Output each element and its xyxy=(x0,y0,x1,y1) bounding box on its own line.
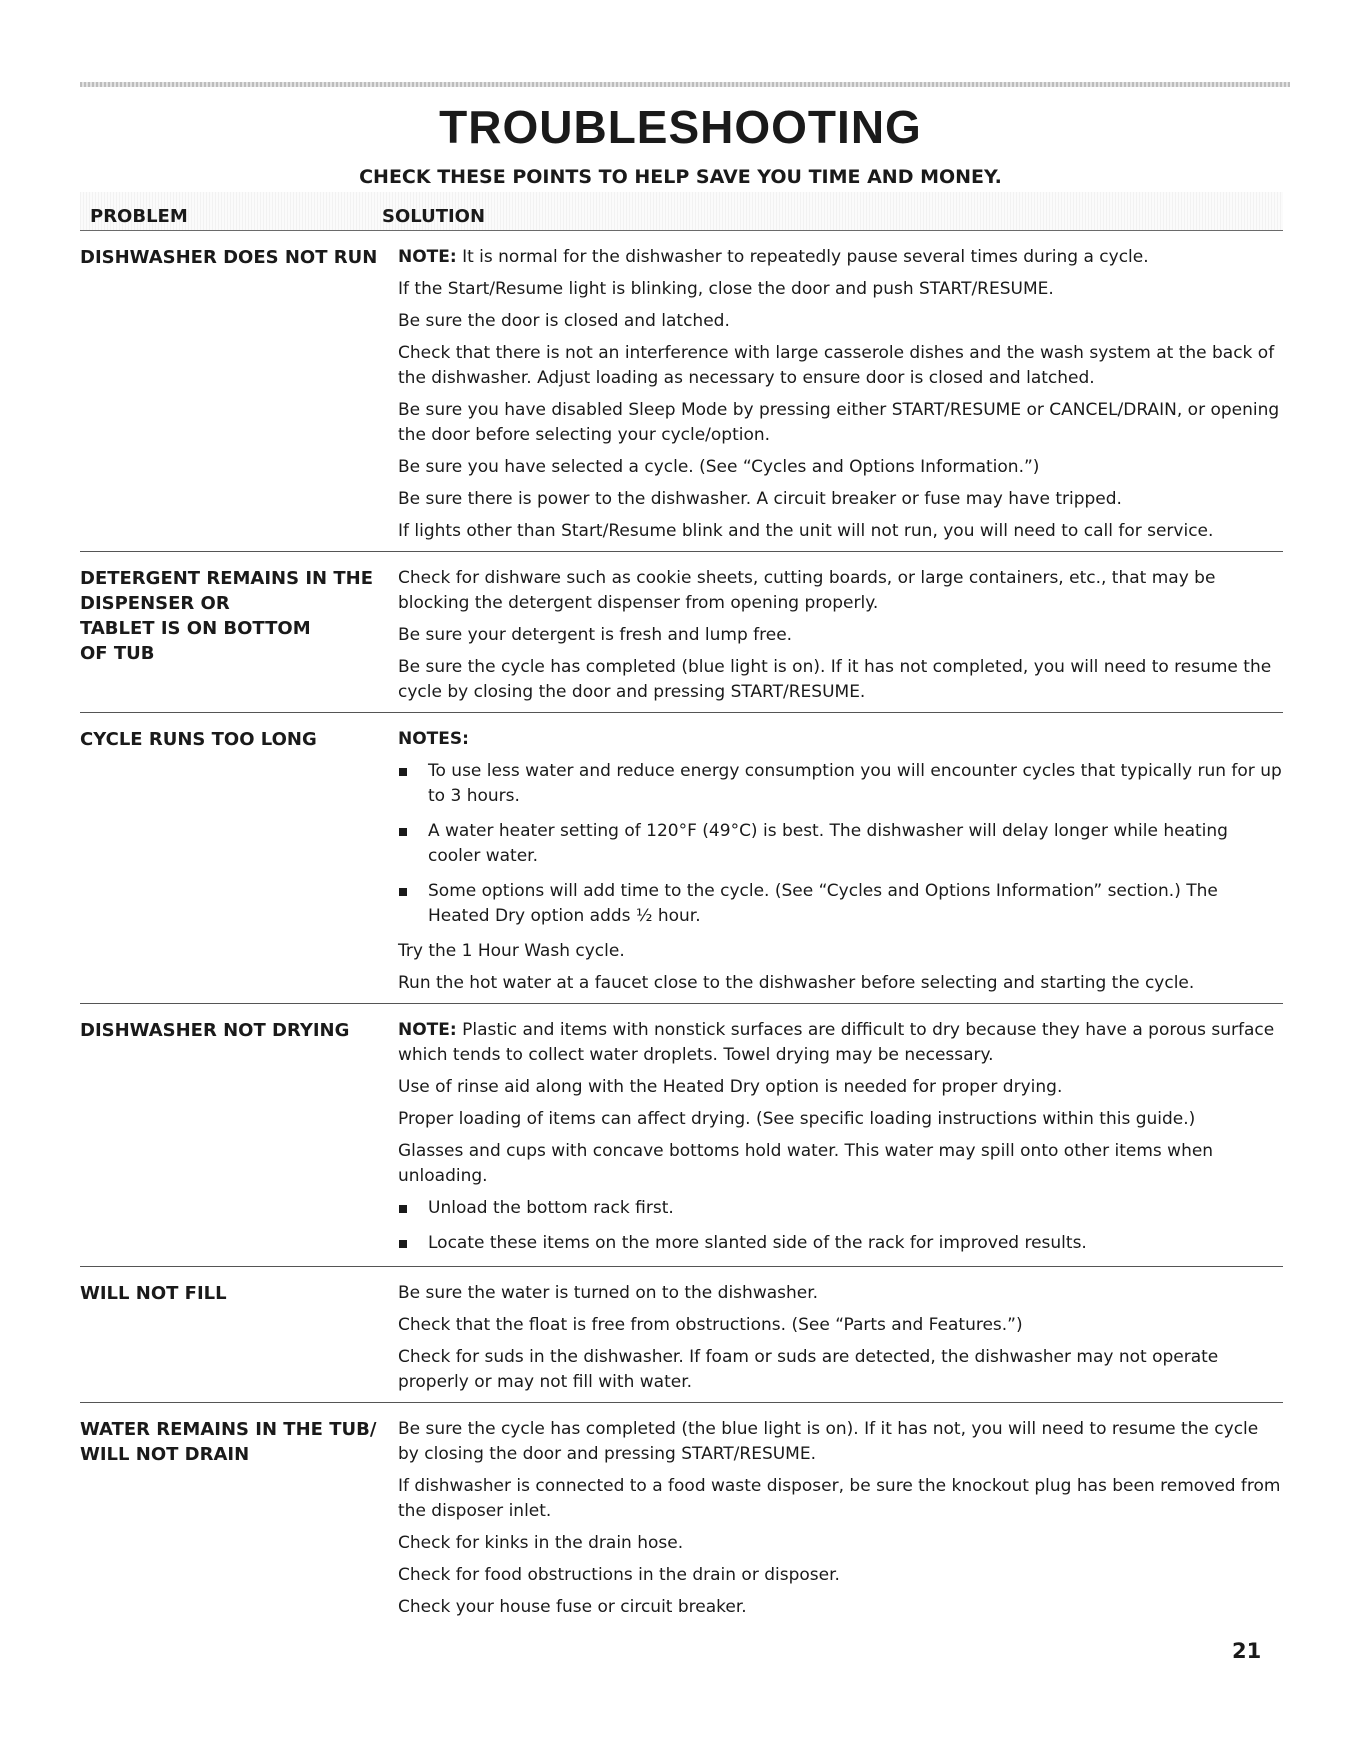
solution-text: Run the hot water at a faucet close to the dishwasher before selecting and starting the cycle. xyxy=(398,973,1195,993)
table-row xyxy=(80,713,1283,1004)
note-label: NOTE: xyxy=(398,247,457,267)
solution-paragraph xyxy=(398,487,1283,512)
solution-text: Glasses and cups with concave bottoms hold water. This water may spill onto other items when unloading. xyxy=(398,1141,1214,1186)
solution-paragraph xyxy=(398,455,1283,480)
solution-paragraph xyxy=(398,341,1283,391)
problem-cell xyxy=(80,231,398,551)
solution-text: Be sure your detergent is fresh and lump free. xyxy=(398,625,793,645)
bullet-text: Some options will add time to the cycle. (See “Cycles and Options Information” section.) The Heated Dry option adds ½ hour. xyxy=(428,881,1218,926)
bullet-item xyxy=(398,759,1283,809)
solution-text: Check for kinks in the drain hose. xyxy=(398,1533,684,1553)
solution-text: Try the 1 Hour Wash cycle. xyxy=(398,941,625,961)
table-row xyxy=(80,1267,1283,1403)
solution-paragraph xyxy=(398,309,1283,334)
problem-column-header: PROBLEM xyxy=(90,206,188,227)
solution-paragraph xyxy=(398,1313,1283,1338)
solution-cell xyxy=(398,1267,1283,1402)
bullet-item xyxy=(398,1231,1283,1256)
solution-paragraph xyxy=(398,1531,1283,1556)
problem-label: DISPENSER OR xyxy=(80,593,230,614)
table-row xyxy=(80,1403,1283,1627)
problem-label: DISHWASHER DOES NOT RUN xyxy=(80,247,378,268)
solution-text: Check your house fuse or circuit breaker. xyxy=(398,1597,747,1617)
solution-text: Check for dishware such as cookie sheets, cutting boards, or large containers, etc., that may be blocking the detergent dispenser from opening properly. xyxy=(398,568,1216,613)
solution-text: Check that the float is free from obstructions. (See “Parts and Features.”) xyxy=(398,1315,1023,1335)
solution-paragraph xyxy=(398,1417,1283,1467)
solution-text: Be sure you have disabled Sleep Mode by pressing either START/RESUME or CANCEL/DRAIN, or opening the door before selecting your cycle/option. xyxy=(398,400,1280,445)
page-number: 21 xyxy=(1232,1639,1262,1663)
solution-cell xyxy=(398,1004,1283,1266)
solution-paragraph xyxy=(398,939,1283,964)
solution-paragraph xyxy=(398,1281,1283,1306)
problem-cell xyxy=(80,1403,398,1627)
solution-paragraph xyxy=(398,1139,1283,1189)
solution-column-header: SOLUTION xyxy=(382,206,486,227)
problem-label: DISHWASHER NOT DRYING xyxy=(80,1020,350,1041)
problem-label: WILL NOT FILL xyxy=(80,1283,227,1304)
problem-cell xyxy=(80,1004,398,1266)
solution-cell xyxy=(398,552,1283,712)
solution-paragraph xyxy=(398,1345,1283,1395)
solution-text: Use of rinse aid along with the Heated Dry option is needed for proper drying. xyxy=(398,1077,1063,1097)
solution-paragraph xyxy=(398,1075,1283,1100)
solution-cell xyxy=(398,231,1283,551)
solution-paragraph xyxy=(398,277,1283,302)
solution-text: Be sure there is power to the dishwasher. A circuit breaker or fuse may have tripped. xyxy=(398,489,1122,509)
solution-paragraph xyxy=(398,566,1283,616)
solution-text: It is normal for the dishwasher to repeatedly pause several times during a cycle. xyxy=(456,247,1149,267)
bullet-text: A water heater setting of 120°F (49°C) is best. The dishwasher will delay longer while heating cooler water. xyxy=(428,821,1228,866)
solution-paragraph xyxy=(398,1563,1283,1588)
top-decorative-rule xyxy=(80,82,1290,87)
solution-text: If dishwasher is connected to a food waste disposer, be sure the knockout plug has been removed from the disposer inlet. xyxy=(398,1476,1281,1521)
solution-paragraph xyxy=(398,655,1283,705)
bullet-item xyxy=(398,819,1283,869)
solution-paragraph xyxy=(398,519,1283,544)
square-bullet-icon xyxy=(398,879,428,929)
bullet-text: To use less water and reduce energy consumption you will encounter cycles that typically run for up to 3 hours. xyxy=(428,761,1282,806)
bullet-item xyxy=(398,879,1283,929)
table-row xyxy=(80,552,1283,713)
solution-paragraph xyxy=(398,1595,1283,1620)
problem-label: WILL NOT DRAIN xyxy=(80,1444,250,1465)
bullet-item xyxy=(398,1196,1283,1221)
problem-label: DETERGENT REMAINS IN THE xyxy=(80,568,374,589)
bullet-text: Unload the bottom rack first. xyxy=(428,1198,674,1218)
solution-text: If the Start/Resume light is blinking, close the door and push START/RESUME. xyxy=(398,279,1054,299)
square-bullet-icon xyxy=(398,819,428,869)
problem-cell xyxy=(80,713,398,1003)
solution-paragraph xyxy=(398,1018,1283,1068)
solution-paragraph xyxy=(398,245,1283,270)
solution-text: Proper loading of items can affect drying. (See specific loading instructions within this guide.) xyxy=(398,1109,1196,1129)
solution-paragraph xyxy=(398,1107,1283,1132)
table-row xyxy=(80,231,1283,552)
square-bullet-icon xyxy=(398,1231,428,1256)
solution-text: Be sure the door is closed and latched. xyxy=(398,311,730,331)
note-label: NOTE: xyxy=(398,1020,457,1040)
solution-text: Check for food obstructions in the drain or disposer. xyxy=(398,1565,840,1585)
troubleshooting-table xyxy=(80,231,1283,1627)
solution-text: Be sure the water is turned on to the dishwasher. xyxy=(398,1283,819,1303)
solution-cell xyxy=(398,1403,1283,1627)
solution-text: Be sure the cycle has completed (the blue light is on). If it has not, you will need to resume the cycle by closing the door and pressing START/RESUME. xyxy=(398,1419,1259,1464)
problem-cell xyxy=(80,552,398,712)
solution-paragraph xyxy=(398,398,1283,448)
table-row xyxy=(80,1004,1283,1267)
problem-cell xyxy=(80,1267,398,1402)
bullet-text: Locate these items on the more slanted side of the rack for improved results. xyxy=(428,1233,1087,1253)
problem-label: OF TUB xyxy=(80,643,155,664)
solution-text: Plastic and items with nonstick surfaces are difficult to dry because they have a porous surface which tends to collect water droplets. Towel drying may be necessary. xyxy=(398,1020,1275,1065)
table-header xyxy=(80,192,1283,231)
solution-paragraph xyxy=(398,623,1283,648)
solution-text: If lights other than Start/Resume blink and the unit will not run, you will need to call for service. xyxy=(398,521,1214,541)
problem-label: CYCLE RUNS TOO LONG xyxy=(80,729,317,750)
solution-paragraph xyxy=(398,1474,1283,1524)
square-bullet-icon xyxy=(398,1196,428,1221)
note-label: NOTES: xyxy=(398,729,469,749)
square-bullet-icon xyxy=(398,759,428,809)
solution-text: Check that there is not an interference with large casserole dishes and the wash system at the back of the dishwasher. Adjust loading as necessary to ensure door is closed and latched. xyxy=(398,343,1275,388)
problem-label: TABLET IS ON BOTTOM xyxy=(80,618,311,639)
solution-paragraph xyxy=(398,727,1283,752)
problem-label: WATER REMAINS IN THE TUB/ xyxy=(80,1419,377,1440)
solution-text: Check for suds in the dishwasher. If foam or suds are detected, the dishwasher may not operate properly or may not fill with water. xyxy=(398,1347,1219,1392)
solution-paragraph xyxy=(398,971,1283,996)
solution-text: Be sure you have selected a cycle. (See “Cycles and Options Information.”) xyxy=(398,457,1040,477)
page-title: TROUBLESHOOTING xyxy=(439,101,922,153)
page-subtitle: CHECK THESE POINTS TO HELP SAVE YOU TIME AND MONEY. xyxy=(359,166,1002,188)
solution-cell xyxy=(398,713,1283,1003)
solution-text: Be sure the cycle has completed (blue light is on). If it has not completed, you will need to resume the cycle by closing the door and pressing START/RESUME. xyxy=(398,657,1272,702)
